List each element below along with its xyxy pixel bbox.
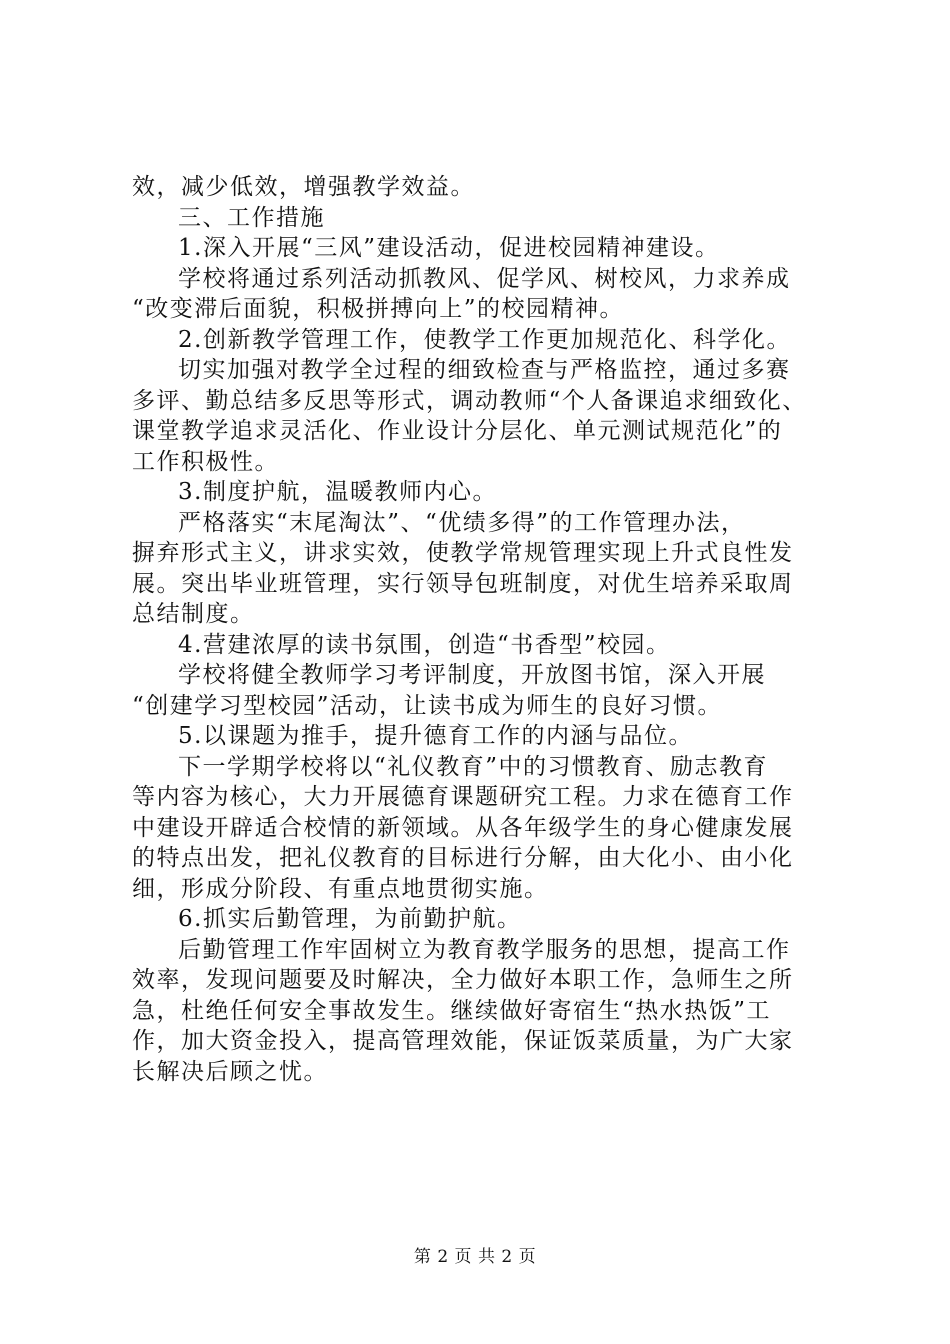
text-line: 下一学期学校将以“礼仪教育”中的习惯教育、励志教育 (178, 753, 769, 780)
text-line: “改变滞后面貌，积极拼搏向上”的校园精神。 (132, 296, 625, 322)
page-footer: 第 2 页 共 2 页 (413, 1247, 537, 1267)
text-line: 课堂教学追求灵活化、作业设计分层化、单元测试规范化”的 (132, 418, 783, 444)
text-line: 严格落实“末尾淘汰”、“优绩多得”的工作管理办法， (178, 509, 746, 536)
text-line: 3.制度护航，温暖教师内心。 (178, 479, 497, 505)
text-line: 6.抓实后勤管理，为前勤护航。 (178, 906, 522, 932)
text-line: 4.营建浓厚的读书氛围，创造“书香型”校园。 (178, 631, 671, 658)
text-line: 1.深入开展“三风”建设活动，促进校园精神建设。 (178, 235, 720, 261)
text-line: 2.创新教学管理工作，使教学工作更加规范化、科学化。 (178, 326, 791, 353)
text-line: 工作积极性。 (132, 448, 279, 475)
text-line: 作，加大资金投入，提高管理效能，保证饭菜质量，为广大家 (132, 1028, 794, 1054)
text-line: 多评、勤总结多反思等形式，调动教师“个人备课追求细致化、 (132, 387, 807, 414)
text-line: 5.以课题为推手，提升德育工作的内涵与品位。 (178, 723, 693, 749)
text-line: “创建学习型校园”活动，让读书成为师生的良好习惯。 (132, 692, 723, 719)
text-line: 切实加强对教学全过程的细致检查与严格监控，通过多赛 (178, 357, 791, 383)
text-line: 后勤管理工作牢固树立为教育教学服务的思想，提高工作 (178, 936, 791, 963)
text-line: 长解决后顾之忧。 (132, 1058, 328, 1085)
text-line: 学校将通过系列活动抓教风、促学风、树校风，力求养成 (178, 265, 791, 292)
text-line: 摒弃形式主义，讲求实效，使教学常规管理实现上升式良性发 (132, 540, 794, 566)
text-line: 细，形成分阶段、有重点地贯彻实施。 (132, 875, 549, 902)
text-line: 等内容为核心，大力开展德育课题研究工程。力求在德育工作 (132, 784, 794, 810)
text-line: 的特点出发，把礼仪教育的目标进行分解，由大化小、由小化 (132, 845, 794, 871)
text-line: 学校将健全教师学习考评制度，开放图书馆，深入开展 (178, 662, 766, 688)
text-line: 展。突出毕业班管理，实行领导包班制度，对优生培养采取周 (132, 570, 794, 597)
text-line: 总结制度。 (132, 601, 255, 627)
text-line: 三、工作措施 (178, 204, 325, 231)
text-line: 效，减少低效，增强教学效益。 (132, 174, 475, 200)
text-line: 效率，发现问题要及时解决，全力做好本职工作，急师生之所 (132, 967, 794, 993)
document-body (132, 172, 832, 1087)
text-line: 中建设开辟适合校情的新领域。从各年级学生的身心健康发展 (132, 814, 794, 841)
text-line: 急，杜绝任何安全事故发生。继续做好寄宿生“热水热饭”工 (132, 997, 772, 1024)
